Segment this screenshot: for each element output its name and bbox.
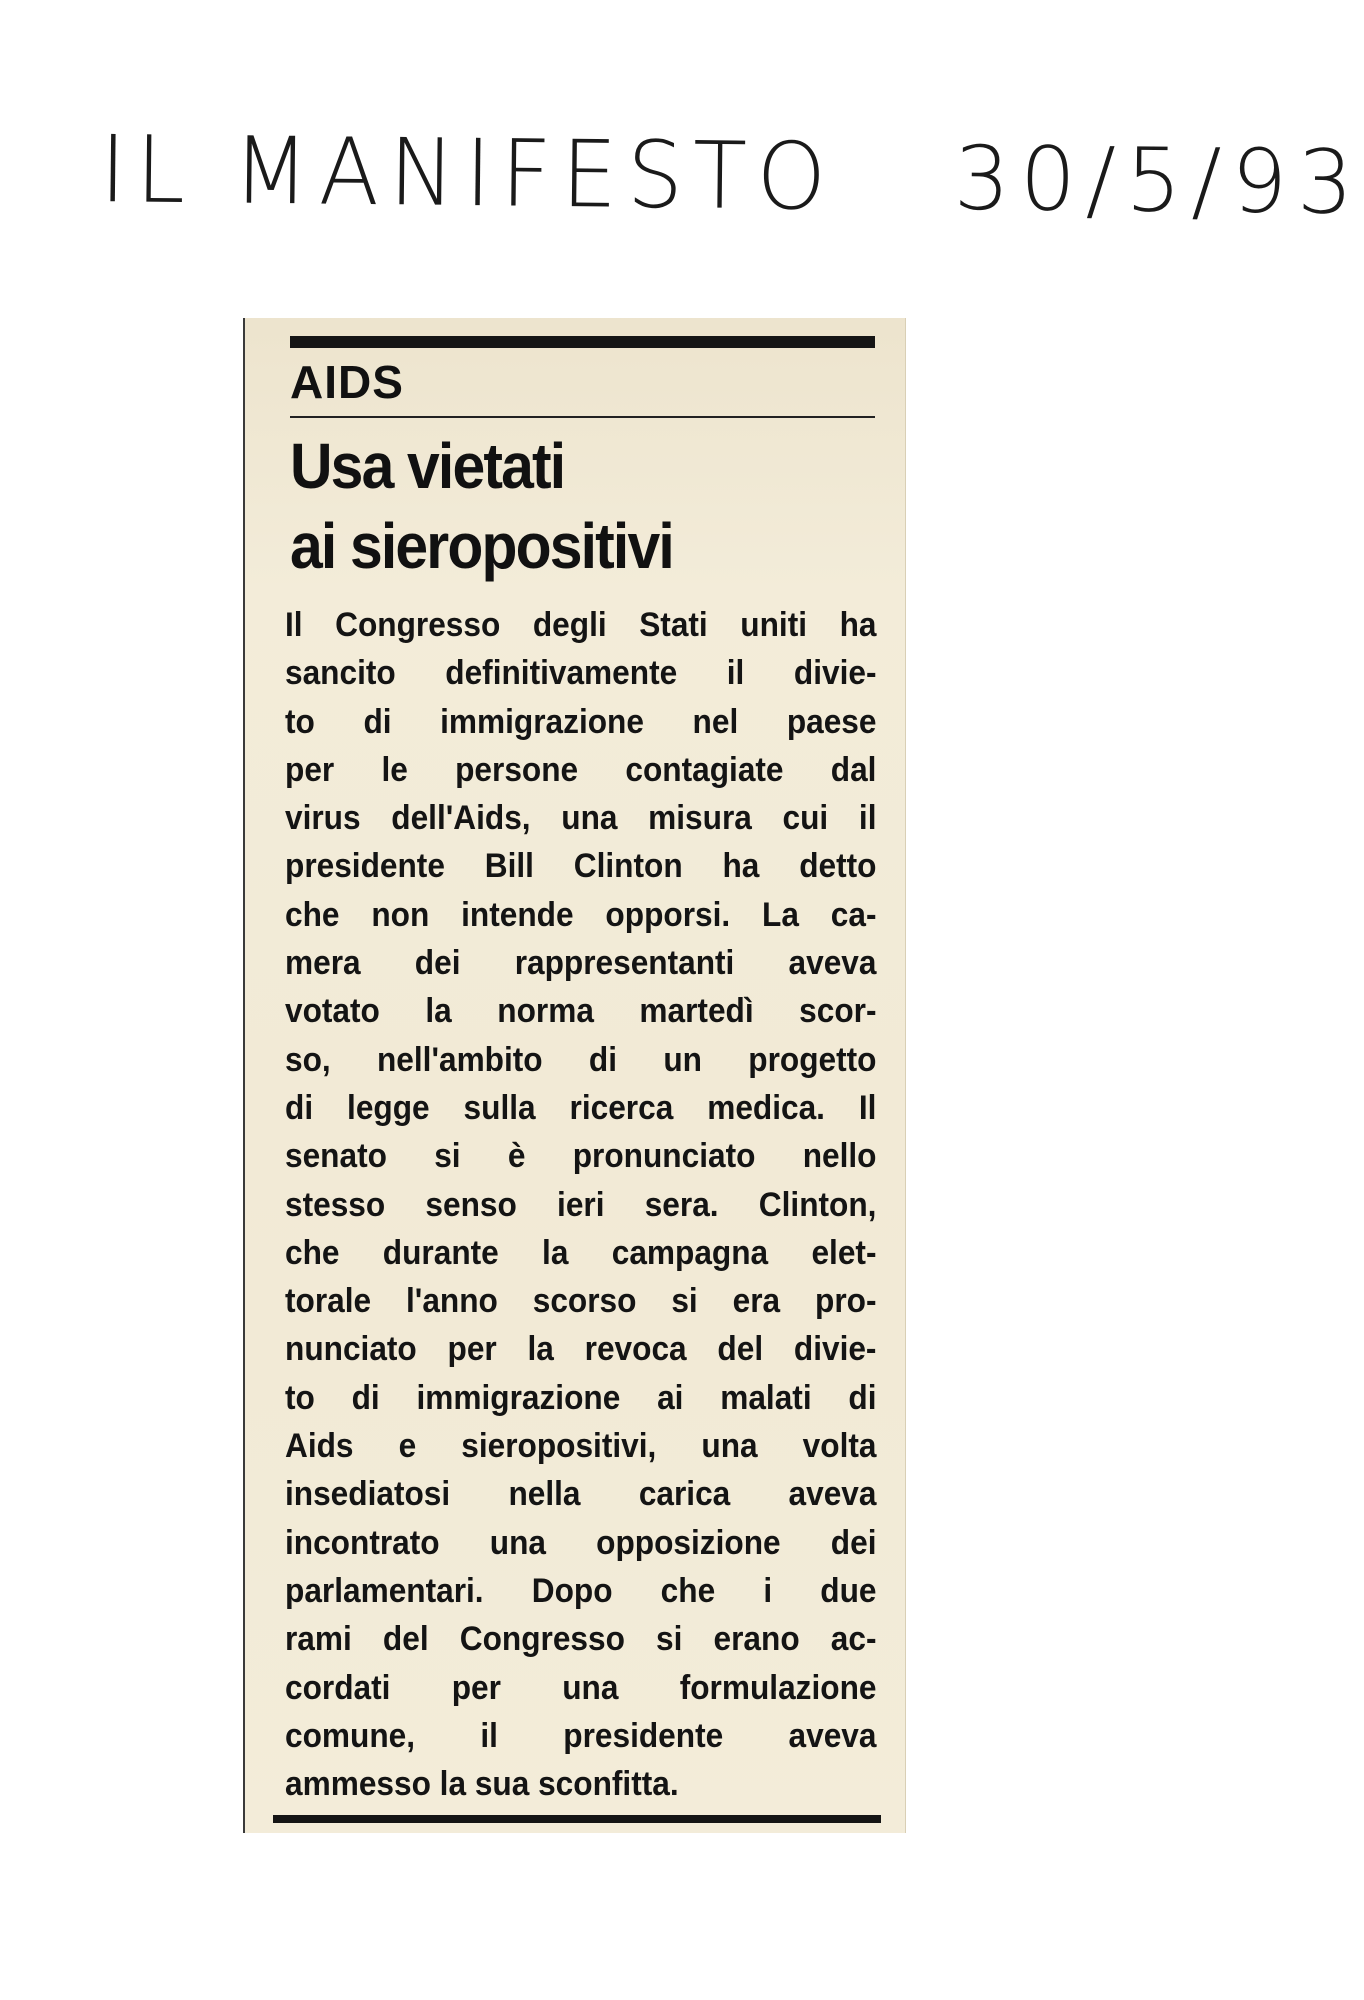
body-line: che durante la campagna elet- bbox=[285, 1233, 877, 1272]
body-line: to di immigrazione ai malati di bbox=[285, 1378, 877, 1417]
body-line: sancito definitivamente il divie- bbox=[285, 654, 877, 693]
body-line: Aids e sieropositivi, una volta bbox=[285, 1427, 877, 1466]
body-line: to di immigrazione nel paese bbox=[285, 702, 877, 741]
body-line: rami del Congresso si erano ac- bbox=[285, 1620, 877, 1659]
publication-name: IL MANIFESTO bbox=[99, 115, 837, 231]
headline-line: ai sieropositivi bbox=[290, 510, 673, 582]
body-line: cordati per una formulazione bbox=[285, 1668, 877, 1707]
body-line: mera dei rappresentanti aveva bbox=[285, 944, 877, 983]
body-line: parlamentari. Dopo che i due bbox=[285, 1571, 877, 1610]
body-line: ammesso la sua sconfitta. bbox=[285, 1765, 679, 1804]
body-line: stesso senso ieri sera. Clinton, bbox=[285, 1185, 877, 1224]
body-line: virus dell'Aids, una misura cui il bbox=[285, 799, 877, 838]
newspaper-clipping bbox=[243, 318, 905, 1833]
article-body bbox=[285, 601, 877, 1808]
body-line: senato si è pronunciato nello bbox=[285, 1137, 877, 1176]
body-line: votato la norma martedì scor- bbox=[285, 992, 877, 1031]
body-line: che non intende opporsi. La ca- bbox=[285, 895, 877, 934]
body-line: so, nell'ambito di un progetto bbox=[285, 1040, 877, 1079]
kicker-rule bbox=[290, 416, 875, 418]
body-line: incontrato una opposizione dei bbox=[285, 1523, 877, 1562]
body-line: comune, il presidente aveva bbox=[285, 1716, 877, 1755]
section-kicker: AIDS bbox=[290, 356, 404, 408]
headline-line: Usa vietati bbox=[290, 430, 565, 502]
body-line: di legge sulla ricerca medica. Il bbox=[285, 1088, 877, 1127]
body-line: torale l'anno scorso si era pro- bbox=[285, 1282, 877, 1321]
handwritten-caption bbox=[99, 80, 1364, 271]
body-line: per le persone contagiate dal bbox=[285, 750, 877, 789]
top-rule bbox=[290, 336, 875, 348]
body-line: presidente Bill Clinton ha detto bbox=[285, 847, 877, 886]
body-line: nunciato per la revoca del divie- bbox=[285, 1330, 877, 1369]
bottom-rule bbox=[273, 1815, 881, 1823]
body-line: Il Congresso degli Stati uniti ha bbox=[285, 606, 877, 644]
publication-date: 30/5/93 bbox=[953, 126, 1364, 234]
body-line: insediatosi nella carica aveva bbox=[285, 1475, 877, 1514]
article-headline bbox=[290, 426, 833, 586]
